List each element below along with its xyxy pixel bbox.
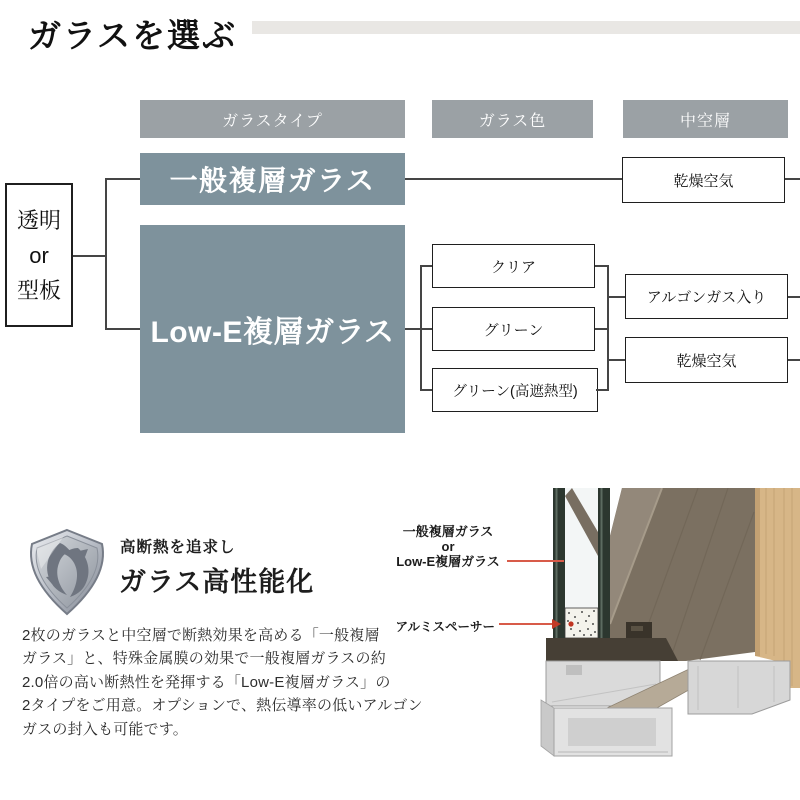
connector-line xyxy=(607,296,625,298)
description-line: 2枚のガラスと中空層で断熱効果を高める「一般複層 xyxy=(22,627,380,644)
description-line: ガスの封入も可能です。 xyxy=(22,720,189,738)
pointer-arrowhead-spacer xyxy=(552,619,561,629)
glass-type-standard-box: 一般複層ガラス xyxy=(140,153,405,205)
window-frame-cutaway-photo xyxy=(538,488,800,763)
pointer-line-glass xyxy=(507,560,564,562)
air-layer-dry-air-top-box: 乾燥空気 xyxy=(622,157,785,203)
connector-line xyxy=(420,389,432,391)
column-header-air-layer: 中空層 xyxy=(623,100,788,138)
connector-line xyxy=(405,328,421,330)
connector-line xyxy=(405,178,622,180)
connector-line xyxy=(607,265,609,391)
pointer-line-spacer xyxy=(499,623,553,625)
connector-line xyxy=(73,255,106,257)
source-box-line: 型板 xyxy=(16,277,61,303)
glass-type-lowe-box: Low-E複層ガラス xyxy=(140,225,405,433)
glass-color-clear-box: クリア xyxy=(432,244,595,288)
connector-line xyxy=(788,296,800,298)
shield-emblem-icon xyxy=(22,527,112,617)
description-line: 2タイプをご用意。オプションで、熱伝導率の低いアルゴン xyxy=(22,697,423,715)
air-layer-dry-air-bottom-box: 乾燥空気 xyxy=(625,337,788,383)
connector-line xyxy=(420,265,432,267)
connector-line xyxy=(105,178,107,330)
cutaway-glass-label-line: 一般複層ガラス xyxy=(402,524,494,539)
source-box-line: 透明 xyxy=(16,207,61,233)
source-box-line: or xyxy=(29,242,49,268)
page-title: ガラスを選ぶ xyxy=(28,17,238,54)
cutaway-spacer-label: アルミスペーサー xyxy=(395,620,495,634)
column-header-glass-type: ガラスタイプ xyxy=(140,100,405,138)
air-layer-argon-box: アルゴンガス入り xyxy=(625,274,788,319)
connector-line xyxy=(420,328,432,330)
cutaway-glass-label-line: or xyxy=(441,539,455,554)
cutaway-glass-label-line: Low-E複層ガラス xyxy=(396,554,500,569)
title-rule xyxy=(252,21,800,34)
connector-line xyxy=(105,178,140,180)
glass-color-green-high-shield-box: グリーン(高遮熱型) xyxy=(432,368,598,412)
glass-color-green-box: グリーン xyxy=(432,307,595,351)
column-header-glass-color: ガラス色 xyxy=(432,100,593,138)
connector-line xyxy=(785,178,800,180)
feature-subtitle: 高断熱を追求し xyxy=(120,539,236,556)
connector-line xyxy=(607,359,625,361)
feature-description xyxy=(22,624,423,741)
description-line: ガラス」と、特殊金属膜の効果で一般複層ガラスの約 xyxy=(22,650,386,668)
source-box-clear-or-patterned xyxy=(5,183,73,327)
description-line: 2.0倍の高い断熱性を発揮する「Low-E複層ガラス」の xyxy=(22,673,391,691)
cutaway-glass-label xyxy=(391,524,505,569)
feature-title: ガラス高性能化 xyxy=(119,567,315,597)
connector-line xyxy=(788,359,800,361)
connector-line xyxy=(105,328,140,330)
